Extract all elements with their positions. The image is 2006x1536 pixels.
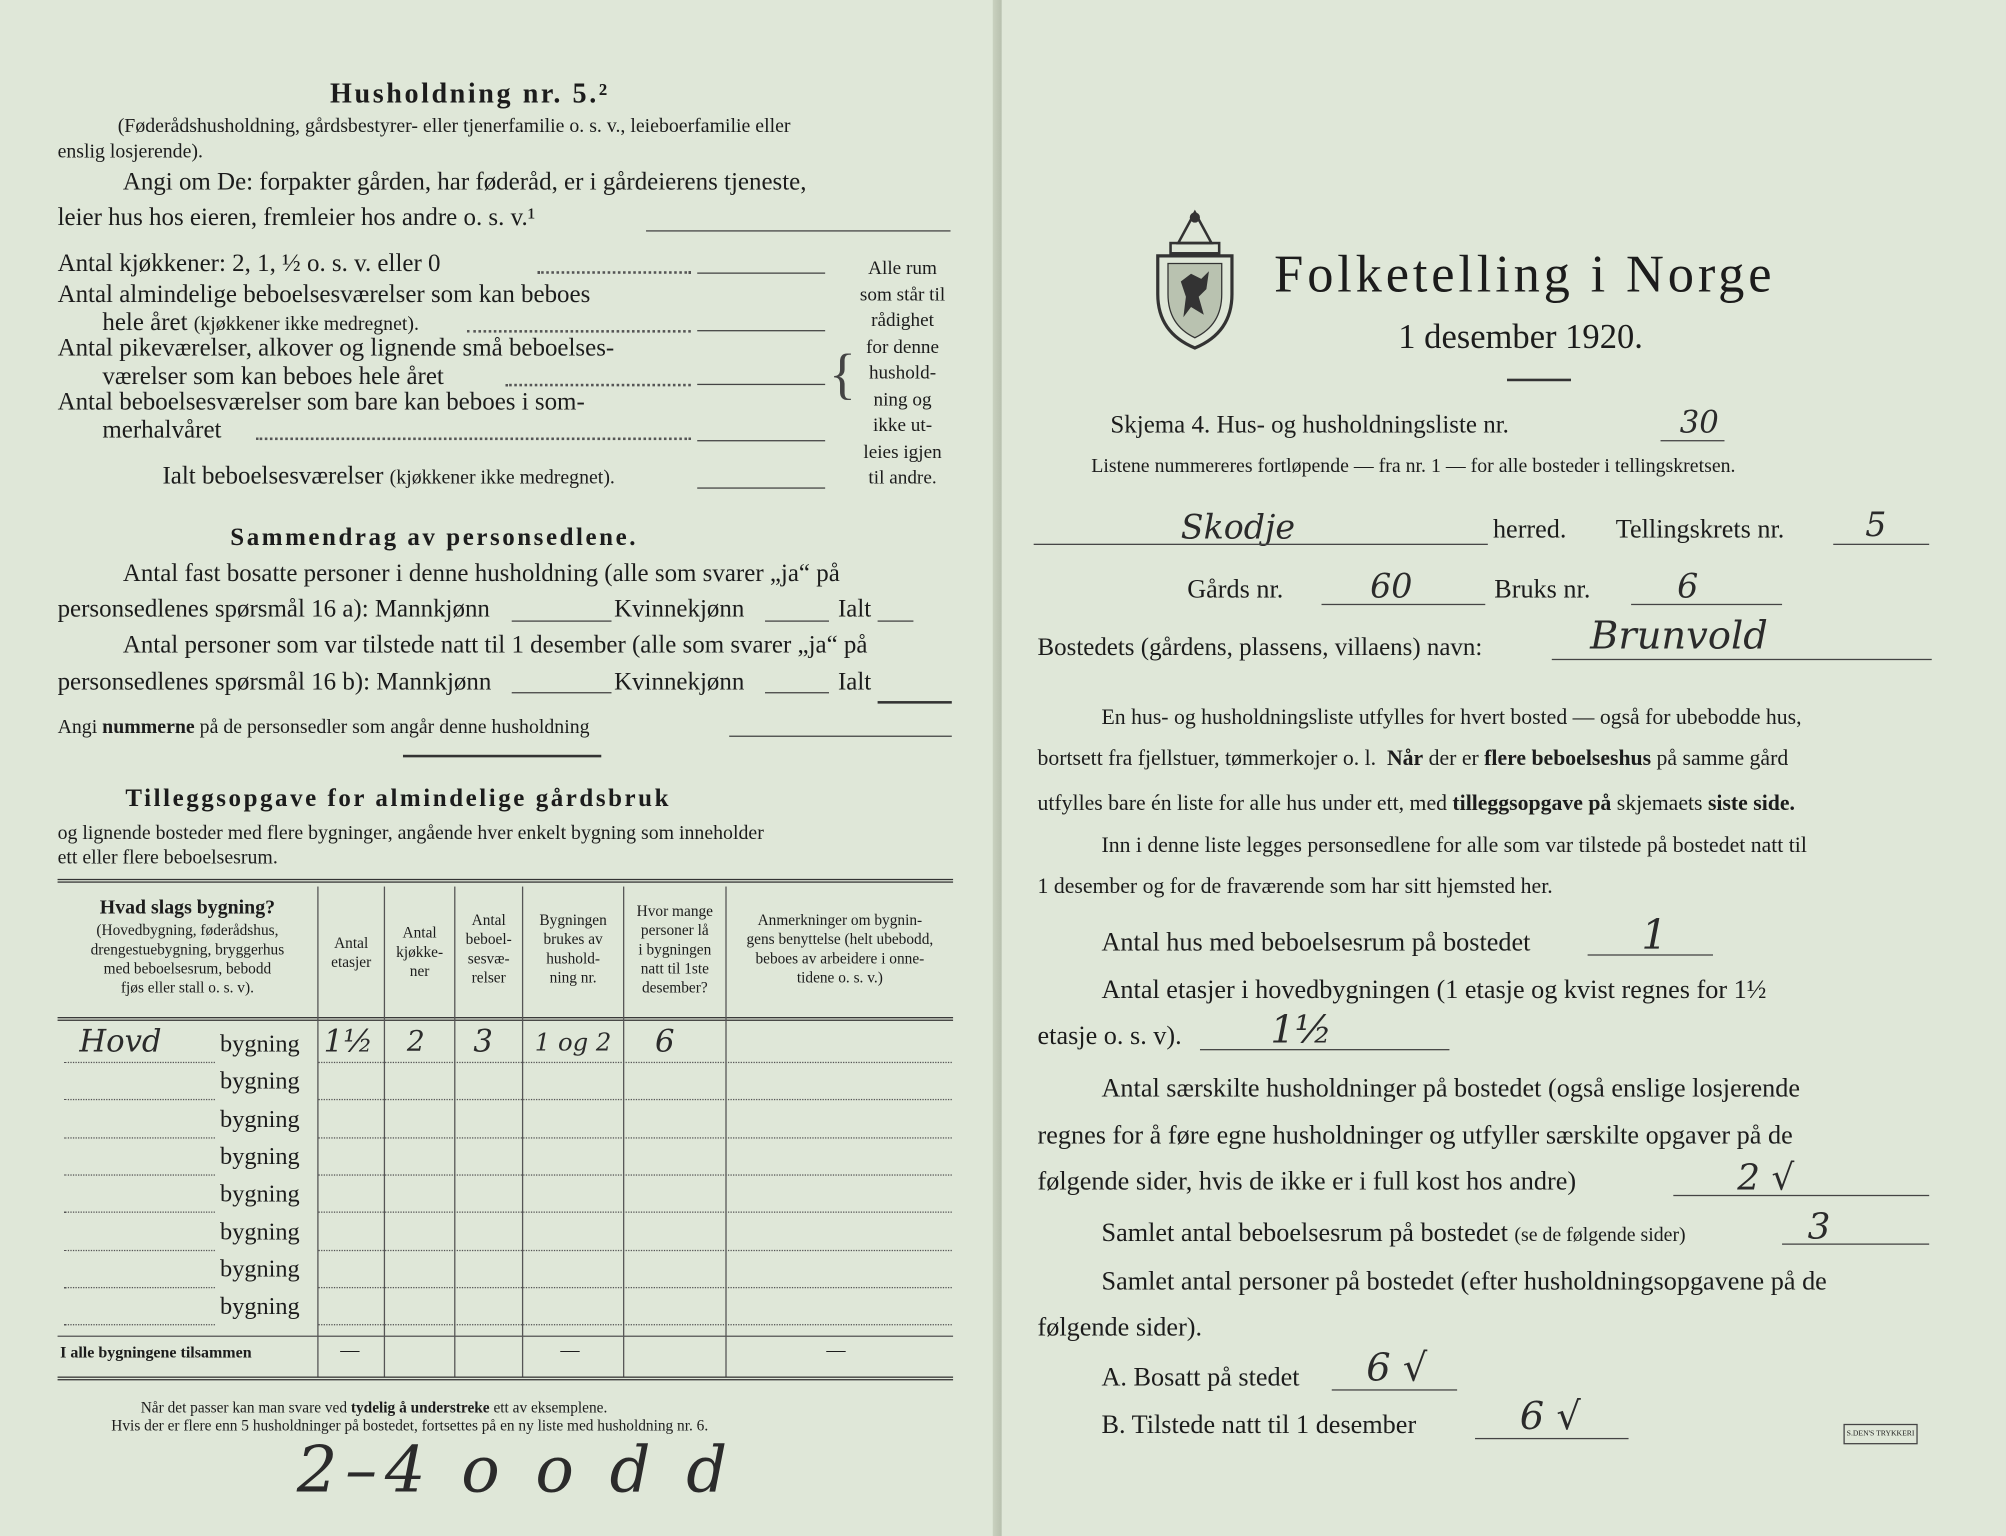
footnote-2: Hvis der er flere enn 5 husholdninger på bostedet, fortsettes på en ny liste med husholdning nr. 6. [111,1416,709,1435]
sum1-female-label: Kvinnekjønn [614,596,745,624]
schema-label: Skjema 4. Hus- og husholdningsliste nr. [1110,411,1509,439]
table-header-rule [58,1017,954,1021]
table-row-label: bygning [220,1031,300,1058]
numbers-line [729,736,952,737]
angi-line-2: leier hus hos eieren, fremleier hos andre o. s. v.¹ [57,204,536,232]
header-etasjer [319,934,384,972]
list-note: Listene nummereres fortløpende — fra nr. 1 — for alle bosteder i tellingskretsen. [1091,455,1736,478]
header-building-type-sub [58,921,318,998]
table-row-rule [319,1249,952,1250]
qa-line [1332,1389,1457,1390]
bruks-label: Bruks nr. [1494,575,1591,604]
header-sub-line: fjøs eller stall o. s. v). [120,978,254,997]
sum2-female-line [765,692,829,693]
side-note-line: hushold- [868,363,937,384]
footnote-1a: Når det passer kan man svare ved [140,1398,348,1417]
header-vaerelser-line: sesvæ- [467,949,510,968]
row1-personer: 6 [655,1023,675,1060]
footnote-1c: ett av eksemplene. [493,1398,608,1417]
table-row-blank [64,1324,215,1325]
numbers-label [58,716,590,739]
para1-line-1: En hus- og husholdningsliste utfylles for hvert bosted — også for ubebodde hus, [1101,704,1802,730]
row1-kind: Hovd [79,1023,162,1060]
total-dash-2: — [560,1340,580,1362]
side-note-line: for denne [866,337,940,358]
para2-line-1: Inn i denne liste legges personsedlene for alle som var tilstede på bostedet natt til [1101,832,1807,858]
rooms1-line [697,330,825,331]
table-row-label: bygning [220,1218,300,1246]
side-note [848,256,957,492]
table-row-rule [319,1137,952,1138]
q4-text: Samlet antal beboelsesrum på bostedet [1101,1219,1508,1248]
census-date: 1 desember 1920. [1398,317,1643,356]
table-bottom-rule [58,1377,954,1381]
header-personer-line: Hvor mange [636,901,713,920]
table-row-rule [319,1324,952,1325]
krets-line [1833,544,1929,545]
table-row-rule [319,1174,952,1175]
total-rooms-small: (kjøkkener ikke medregnet). [389,466,615,489]
qa-label: A. Bosatt på stedet [1101,1363,1300,1392]
q4-line [1782,1243,1929,1244]
header-anm-line: Anmerkninger om bygnin- [757,910,923,929]
para1-line-3 [1038,791,1795,817]
brace-icon: { [828,342,857,406]
para2-line-2: 1 desember og for de fraværende som har sitt hjemsted her. [1037,873,1553,899]
supplement-line-2: ett eller flere beboelsesrum. [57,846,278,869]
p1c2: tilleggsopgave på [1452,790,1612,815]
rooms2-dots [505,384,690,387]
header-kjokkener [385,924,454,982]
header-anm-line: beboes av arbeidere i onne- [755,949,925,968]
rooms1-dots [467,330,691,333]
sum2-male-line [512,692,612,693]
q4-answer: 3 [1807,1205,1831,1248]
table-total-rule [58,1336,954,1337]
q1-line [1588,954,1713,955]
p1c1: utfylles bare én liste for alle hus under ett, med [1037,790,1447,815]
q3-line [1673,1195,1929,1196]
section-divider [403,755,601,758]
rooms3-line-b: merhalvåret [102,417,222,444]
header-building-type-main: Hvad slags bygning? [99,896,276,919]
total-rooms-label [162,463,614,491]
schema-number-line [1661,440,1725,441]
rooms3-dots [256,438,691,441]
bosted-name: Brunvold [1590,614,1768,659]
footnote-1b: tydelig å understreke [350,1398,490,1417]
q5-line-b: følgende sider). [1037,1313,1203,1342]
p1b5: på samme gård [1656,745,1789,771]
summary-line-2b: personsedlenes spørsmål 16 b): Mannkjønn [57,669,492,696]
table-row-label: bygning [220,1068,300,1096]
left-page [0,0,1002,1536]
table-row-blank [64,1212,215,1213]
rooms3-line [697,440,825,441]
kitchens-line [697,272,825,273]
table-row-label: bygning [220,1181,300,1208]
gards-number: 60 [1370,568,1413,607]
q4-label [1101,1219,1685,1248]
rooms2-line-a: Antal pikeværelser, alkover og lignende små beboelses- [57,335,615,363]
total-dash-1: — [340,1340,360,1362]
summary-line-2a: Antal personer som var tilstede natt til 1 desember (alle som svarer „ja“ på [122,631,868,659]
header-brukes-line: brukes av [543,930,603,948]
header-personer-line: desember? [642,978,708,997]
table-row-rule [319,1099,952,1100]
q1-answer: 1 [1641,910,1668,960]
sum1-male-line [512,620,612,621]
p1b1: bortsett fra fjellstuer, tømmerkojer o. l. [1037,745,1377,771]
p1b2: Når [1386,745,1424,771]
rooms3-line-a: Antal beboelsesværelser som bare kan beboes i som- [57,388,585,416]
bruks-line [1631,604,1782,605]
sum2-total-label: Ialt [837,669,872,696]
sum1-female-line [765,620,829,621]
table-row-blank [64,1062,215,1063]
p1b4: flere beboelseshus [1484,745,1652,771]
side-note-line: ning og [873,389,932,411]
row1-etasjer: 1½ [323,1023,373,1060]
side-note-line: som står til [859,284,946,306]
numbers-rest: på de personsedler som angår denne husholdning [199,716,590,739]
table-row-blank [64,1174,215,1175]
intro-line-1: (Føderådshusholdning, gårdsbestyrer- eller tjenerfamilie o. s. v., leieboerfamilie eller [117,115,791,137]
rooms1-b-small: (kjøkkener ikke medregnet). [193,313,419,336]
summary-line-1b: personsedlenes spørsmål 16 a): Mannkjønn [57,596,490,624]
total-rooms-text: Ialt beboelsesværelser [162,463,384,490]
summary-title: Sammendrag av personsedlene. [230,524,639,552]
side-note-line: leies igjen [863,441,942,463]
row1-kjokkener: 2 [406,1025,425,1058]
table-row-label: bygning [220,1106,300,1133]
gards-label: Gårds nr. [1187,575,1284,604]
table-row-blank [64,1137,215,1138]
p1b3: der er [1428,745,1479,771]
table-top-rule [58,879,954,883]
header-kjokkener-line: Antal [402,923,437,942]
header-sub-line: med beboelsesrum, bebodd [103,959,272,978]
rooms1-line-a: Antal almindelige beboelsesværelser som kan beboes [57,281,591,309]
q3-line-a: Antal særskilte husholdninger på bostedet (også enslige losjerende [1101,1074,1800,1103]
table-row-blank [64,1287,215,1288]
herred-name: Skodje [1180,509,1296,548]
gards-line [1322,604,1486,605]
summary-line-1a: Antal fast bosatte personer i denne husholdning (alle som svarer „ja“ på [122,560,840,588]
header-anm-line: tidene o. s. v.) [796,968,883,987]
table-row-rule [319,1212,952,1213]
row1-brukes: 1 og 2 [534,1028,612,1057]
qa-answer: 6 √ [1366,1345,1428,1391]
p1c4: siste side. [1707,790,1795,815]
rooms2-line-b: værelser som kan beboes hele året [102,363,444,391]
numbers-angi: Angi [57,716,98,739]
bottom-handwriting: 2–4 o o d d [296,1432,735,1508]
q3-line-c: følgende sider, hvis de ikke er i full kost hos andre) [1037,1168,1577,1197]
header-brukes [523,911,623,988]
header-building-type [58,896,318,998]
herred-label: herred. [1492,515,1567,544]
table-row-blank [64,1249,215,1250]
rooms2-line [697,384,825,385]
sum2-total-line [878,701,952,704]
header-sub-line: (Hovedbygning, føderådshus, [96,921,279,940]
header-personer [624,902,725,998]
household-title: Husholdning nr. 5.² [330,76,610,109]
sum1-total-line [878,620,914,621]
header-anmerkninger [727,911,953,988]
header-kjokkener-line: ner [409,962,430,980]
total-rooms-line [697,487,825,488]
bosted-line [1552,659,1932,660]
header-etasjer-line: etasjer [331,953,372,971]
header-brukes-line: hushold- [546,949,600,968]
q1-label: Antal hus med beboelsesrum på bostedet [1101,928,1531,957]
table-row-label: bygning [220,1293,300,1321]
numbers-bold: nummerne [102,716,195,739]
right-page [1002,0,2006,1536]
printer-stamp: S.DEN'S TRYKKERI [1843,1424,1917,1444]
side-note-line: til andre. [868,468,937,489]
total-dash-3: — [826,1340,846,1362]
angi-line-1: Angi om De: forpakter gården, har føderåd, er i gårdeierens tjeneste, [122,168,807,196]
rooms1-line-b [102,310,419,338]
header-personer-line: natt til 1ste [640,959,709,978]
header-anm-line: gens benyttelse (helt ubebodd, [746,930,934,948]
q3-answer: 2 √ [1737,1156,1795,1199]
header-brukes-line: ning nr. [549,968,597,987]
row1-vaerelser: 3 [473,1023,493,1060]
q3-line-b: regnes for å føre egne husholdninger og utfyller særskilte opgaver på de [1037,1121,1793,1151]
table-total-label: I alle bygningene tilsammen [60,1343,252,1362]
kitchens-label: Antal kjøkkener: 2, 1, ½ o. s. v. eller 0 [57,250,441,278]
side-note-line: rådighet [871,310,934,332]
qb-label: B. Tilstede natt til 1 desember [1101,1411,1417,1440]
table-row-label: bygning [220,1143,300,1171]
kitchens-dots [537,271,691,274]
sum2-female-label: Kvinnekjønn [614,669,745,696]
title-divider [1507,379,1571,382]
q2-line-b: etasje o. s. v). [1037,1022,1182,1051]
supplement-title: Tilleggsopgave for almindelige gårdsbruk [125,785,672,813]
bruks-number: 6 [1677,568,1699,607]
header-vaerelser-line: beboel- [465,930,512,948]
header-vaerelser-line: Antal [471,910,506,929]
krets-label: Tellingskrets nr. [1615,515,1785,544]
p1c3: skjemaets [1616,790,1703,815]
header-kjokkener-line: kjøkke- [396,942,444,961]
table-row-blank [64,1099,215,1100]
table-row-rule [319,1287,952,1288]
para1-line-2 [1038,746,1789,772]
table-row-label: bygning [220,1256,300,1283]
supplement-line-1: og lignende bosteder med flere bygninger, angående hver enkelt bygning som inneholder [57,822,764,845]
krets-number: 5 [1865,506,1887,545]
census-title: Folketelling i Norge [1274,244,1776,304]
q2-line [1200,1049,1449,1050]
angi-answer-line [646,230,950,231]
header-vaerelser-line: relser [471,968,506,987]
header-personer-line: i bygningen [638,940,712,959]
header-etasjer-line: Antal [334,933,369,952]
header-personer-line: personer lå [640,921,709,940]
table-row-rule [319,1062,952,1063]
qb-line [1475,1438,1629,1439]
coat-of-arms-icon [1153,205,1237,353]
herred-line [1034,544,1488,545]
footnote-1 [141,1398,608,1417]
schema-number: 30 [1679,404,1719,441]
header-vaerelser [455,911,522,988]
q5-line-a: Samlet antal personer på bostedet (efter husholdningsopgavene på de [1101,1267,1827,1296]
header-sub-line: drengestuebygning, bryggerhus [90,940,285,959]
side-note-line: Alle rum [868,258,937,279]
sum1-total-label: Ialt [837,596,872,624]
qb-answer: 6 √ [1519,1394,1581,1440]
bosted-label: Bostedets (gårdens, plassens, villaens) navn: [1037,634,1483,662]
intro-line-2: enslig losjerende). [57,140,203,163]
side-note-line: ikke ut- [872,415,933,437]
rooms1-b-text: hele året [102,309,188,337]
q4-small: (se de følgende sider) [1514,1224,1686,1247]
header-brukes-line: Bygningen [539,910,607,929]
q2-answer: 1½ [1270,1008,1332,1053]
q2-line-a: Antal etasjer i hovedbygningen (1 etasje og kvist regnes for 1½ [1101,976,1767,1005]
